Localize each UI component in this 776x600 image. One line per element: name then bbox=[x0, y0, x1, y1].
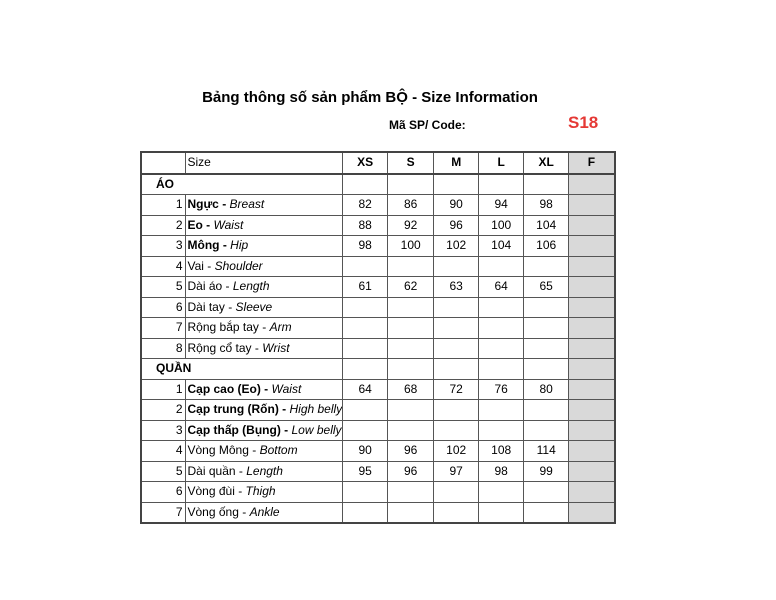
size-value-s: 96 bbox=[388, 441, 434, 462]
table-row bbox=[141, 195, 615, 216]
row-number: 6 bbox=[141, 297, 185, 318]
size-value-xs: 95 bbox=[343, 461, 388, 482]
separator: - bbox=[234, 484, 246, 499]
header-row bbox=[141, 152, 615, 174]
table-row bbox=[141, 379, 615, 400]
header-blank-cell bbox=[141, 152, 185, 174]
empty-cell bbox=[434, 359, 479, 380]
size-value-s: 92 bbox=[388, 215, 434, 236]
separator: - bbox=[235, 463, 247, 478]
measurement-label bbox=[185, 338, 343, 359]
separator: - bbox=[280, 422, 292, 437]
table-row bbox=[141, 256, 615, 277]
size-value-xl bbox=[524, 502, 569, 523]
separator: - bbox=[219, 238, 231, 253]
size-value-xs: 98 bbox=[343, 236, 388, 257]
size-value-xl bbox=[524, 256, 569, 277]
size-header-l: L bbox=[479, 152, 524, 174]
size-value-l bbox=[479, 502, 524, 523]
table-row bbox=[141, 318, 615, 339]
size-value-f bbox=[569, 236, 615, 257]
size-header-xs: XS bbox=[343, 152, 388, 174]
size-value-s bbox=[388, 502, 434, 523]
separator: - bbox=[224, 299, 236, 314]
size-value-f bbox=[569, 461, 615, 482]
size-value-xl bbox=[524, 400, 569, 421]
size-value-s: 86 bbox=[388, 195, 434, 216]
measurement-en: Breast bbox=[229, 197, 265, 212]
row-number: 4 bbox=[141, 441, 185, 462]
size-header-f: F bbox=[569, 152, 615, 174]
size-value-f bbox=[569, 256, 615, 277]
measurement-label bbox=[185, 195, 343, 216]
size-value-l bbox=[479, 482, 524, 503]
size-value-s bbox=[388, 256, 434, 277]
size-value-m bbox=[434, 297, 479, 318]
measurement-vi: Dài áo bbox=[187, 279, 223, 294]
size-value-xs bbox=[343, 318, 388, 339]
measurement-label bbox=[185, 379, 343, 400]
size-value-l bbox=[479, 297, 524, 318]
measurement-label bbox=[185, 420, 343, 441]
measurement-label bbox=[185, 482, 343, 503]
size-value-m bbox=[434, 502, 479, 523]
size-value-m bbox=[434, 256, 479, 277]
measurement-vi: Ngực bbox=[187, 197, 219, 212]
empty-cell bbox=[479, 359, 524, 380]
measurement-en: Low belly bbox=[291, 422, 342, 437]
size-value-xs: 61 bbox=[343, 277, 388, 298]
size-value-m bbox=[434, 420, 479, 441]
separator: - bbox=[260, 381, 272, 396]
size-header-xl: XL bbox=[524, 152, 569, 174]
size-value-m: 63 bbox=[434, 277, 479, 298]
row-number: 5 bbox=[141, 461, 185, 482]
empty-cell bbox=[524, 174, 569, 195]
size-value-xs bbox=[343, 502, 388, 523]
size-value-l: 64 bbox=[479, 277, 524, 298]
measurement-vi: Cạp cao (Eo) bbox=[187, 381, 261, 396]
size-value-xs: 90 bbox=[343, 441, 388, 462]
empty-cell bbox=[569, 359, 615, 380]
size-value-m: 90 bbox=[434, 195, 479, 216]
size-value-l bbox=[479, 338, 524, 359]
size-value-m: 72 bbox=[434, 379, 479, 400]
measurement-label bbox=[185, 318, 343, 339]
size-value-m: 102 bbox=[434, 236, 479, 257]
separator: - bbox=[248, 443, 260, 458]
row-number: 1 bbox=[141, 195, 185, 216]
row-number: 2 bbox=[141, 400, 185, 421]
row-number: 3 bbox=[141, 420, 185, 441]
measurement-vi: Eo bbox=[187, 217, 203, 232]
size-value-s bbox=[388, 420, 434, 441]
size-value-s bbox=[388, 400, 434, 421]
empty-cell bbox=[343, 359, 388, 380]
size-value-f bbox=[569, 195, 615, 216]
page-title: Bảng thông số sản phẩm BỘ - Size Information bbox=[202, 89, 538, 106]
table-row bbox=[141, 420, 615, 441]
size-value-s: 100 bbox=[388, 236, 434, 257]
measurement-vi: Mông bbox=[187, 238, 220, 253]
measurement-en: Thigh bbox=[245, 484, 276, 499]
size-value-xs: 82 bbox=[343, 195, 388, 216]
row-number: 5 bbox=[141, 277, 185, 298]
measurement-en: Bottom bbox=[259, 443, 298, 458]
table-row bbox=[141, 277, 615, 298]
measurement-en: Arm bbox=[269, 320, 292, 335]
product-code-value: S18 bbox=[568, 113, 599, 132]
measurement-en: Hip bbox=[230, 238, 249, 253]
size-value-xl bbox=[524, 420, 569, 441]
size-value-m bbox=[434, 318, 479, 339]
size-value-l bbox=[479, 420, 524, 441]
size-value-xl bbox=[524, 338, 569, 359]
measurement-vi: Cạp thấp (Bụng) bbox=[187, 422, 281, 437]
row-number: 1 bbox=[141, 379, 185, 400]
separator: - bbox=[238, 504, 250, 519]
separator: - bbox=[251, 340, 263, 355]
row-number: 3 bbox=[141, 236, 185, 257]
size-value-l: 104 bbox=[479, 236, 524, 257]
size-value-f bbox=[569, 215, 615, 236]
empty-cell bbox=[343, 174, 388, 195]
size-header-s: S bbox=[388, 152, 434, 174]
size-value-f bbox=[569, 379, 615, 400]
measurement-vi: Dài quần bbox=[187, 463, 236, 478]
size-value-s: 62 bbox=[388, 277, 434, 298]
size-value-f bbox=[569, 338, 615, 359]
row-number: 4 bbox=[141, 256, 185, 277]
section-row bbox=[141, 174, 615, 195]
measurement-vi: Dài tay bbox=[187, 299, 225, 314]
table-row bbox=[141, 461, 615, 482]
size-value-l: 108 bbox=[479, 441, 524, 462]
size-value-xl bbox=[524, 297, 569, 318]
measurement-en: Waist bbox=[213, 217, 244, 232]
size-value-l: 98 bbox=[479, 461, 524, 482]
size-value-xs bbox=[343, 400, 388, 421]
size-value-l: 76 bbox=[479, 379, 524, 400]
size-header-m: M bbox=[434, 152, 479, 174]
measurement-label bbox=[185, 441, 343, 462]
size-value-xs bbox=[343, 256, 388, 277]
size-value-f bbox=[569, 420, 615, 441]
empty-cell bbox=[524, 359, 569, 380]
table-row bbox=[141, 482, 615, 503]
size-value-xl bbox=[524, 318, 569, 339]
table-row bbox=[141, 338, 615, 359]
size-value-l bbox=[479, 400, 524, 421]
size-value-l bbox=[479, 256, 524, 277]
size-value-s: 68 bbox=[388, 379, 434, 400]
empty-cell bbox=[388, 359, 434, 380]
empty-cell bbox=[388, 174, 434, 195]
measurement-label bbox=[185, 236, 343, 257]
row-number: 6 bbox=[141, 482, 185, 503]
size-value-f bbox=[569, 318, 615, 339]
size-value-l bbox=[479, 318, 524, 339]
row-number: 2 bbox=[141, 215, 185, 236]
size-value-xl bbox=[524, 482, 569, 503]
separator: - bbox=[202, 217, 214, 232]
section-title: ÁO bbox=[141, 174, 343, 195]
measurement-vi: Vai bbox=[187, 258, 204, 273]
size-value-xl: 106 bbox=[524, 236, 569, 257]
measurement-label bbox=[185, 215, 343, 236]
size-value-l: 100 bbox=[479, 215, 524, 236]
measurement-label bbox=[185, 297, 343, 318]
size-value-xs bbox=[343, 297, 388, 318]
measurement-label bbox=[185, 461, 343, 482]
separator: - bbox=[258, 320, 270, 335]
measurement-en: High belly bbox=[289, 402, 343, 417]
measurement-vi: Rộng bắp tay bbox=[187, 320, 259, 335]
size-value-f bbox=[569, 277, 615, 298]
size-value-s bbox=[388, 297, 434, 318]
table-row bbox=[141, 502, 615, 523]
size-value-f bbox=[569, 400, 615, 421]
measurement-en: Sleeve bbox=[235, 299, 273, 314]
separator: - bbox=[278, 402, 290, 417]
row-number: 8 bbox=[141, 338, 185, 359]
size-value-xl: 80 bbox=[524, 379, 569, 400]
empty-cell bbox=[479, 174, 524, 195]
size-value-s bbox=[388, 338, 434, 359]
size-value-xs: 64 bbox=[343, 379, 388, 400]
size-value-xs: 88 bbox=[343, 215, 388, 236]
size-value-xl: 65 bbox=[524, 277, 569, 298]
section-row bbox=[141, 359, 615, 380]
size-value-m: 102 bbox=[434, 441, 479, 462]
size-value-m bbox=[434, 400, 479, 421]
size-value-f bbox=[569, 502, 615, 523]
table-row bbox=[141, 297, 615, 318]
size-value-f bbox=[569, 297, 615, 318]
table-row bbox=[141, 400, 615, 421]
size-value-f bbox=[569, 441, 615, 462]
measurement-en: Length bbox=[232, 279, 270, 294]
size-value-m: 97 bbox=[434, 461, 479, 482]
measurement-vi: Vòng Mông bbox=[187, 443, 249, 458]
size-value-f bbox=[569, 482, 615, 503]
measurement-vi: Vòng đùi bbox=[187, 484, 235, 499]
measurement-en: Ankle bbox=[249, 504, 280, 519]
measurement-vi: Cạp trung (Rốn) bbox=[187, 402, 279, 417]
row-number: 7 bbox=[141, 502, 185, 523]
empty-cell bbox=[569, 174, 615, 195]
measurement-vi: Vòng ống bbox=[187, 504, 239, 519]
table-row bbox=[141, 215, 615, 236]
measurement-label bbox=[185, 256, 343, 277]
size-value-l: 94 bbox=[479, 195, 524, 216]
row-number: 7 bbox=[141, 318, 185, 339]
measurement-en: Length bbox=[246, 463, 283, 478]
measurement-en: Waist bbox=[271, 381, 302, 396]
measurement-label bbox=[185, 502, 343, 523]
size-value-m: 96 bbox=[434, 215, 479, 236]
measurement-en: Shoulder bbox=[214, 258, 263, 273]
measurement-vi: Rộng cổ tay bbox=[187, 340, 252, 355]
measurement-label bbox=[185, 400, 343, 421]
section-title: QUẦN bbox=[141, 359, 343, 380]
table-row bbox=[141, 236, 615, 257]
size-value-s bbox=[388, 482, 434, 503]
measurement-en: Wrist bbox=[262, 340, 290, 355]
size-value-xl: 99 bbox=[524, 461, 569, 482]
measurement-label bbox=[185, 277, 343, 298]
separator: - bbox=[218, 197, 230, 212]
table-row bbox=[141, 441, 615, 462]
size-value-xl: 104 bbox=[524, 215, 569, 236]
size-value-xl: 98 bbox=[524, 195, 569, 216]
product-code-label: Mã SP/ Code: bbox=[389, 118, 466, 132]
size-table bbox=[140, 151, 616, 524]
separator: - bbox=[203, 258, 215, 273]
empty-cell bbox=[434, 174, 479, 195]
size-value-m bbox=[434, 338, 479, 359]
size-header: Size bbox=[185, 152, 343, 174]
size-value-xs bbox=[343, 338, 388, 359]
size-value-xs bbox=[343, 482, 388, 503]
size-value-s bbox=[388, 318, 434, 339]
size-value-m bbox=[434, 482, 479, 503]
size-value-s: 96 bbox=[388, 461, 434, 482]
separator: - bbox=[222, 279, 233, 294]
size-value-xs bbox=[343, 420, 388, 441]
size-value-xl: 114 bbox=[524, 441, 569, 462]
